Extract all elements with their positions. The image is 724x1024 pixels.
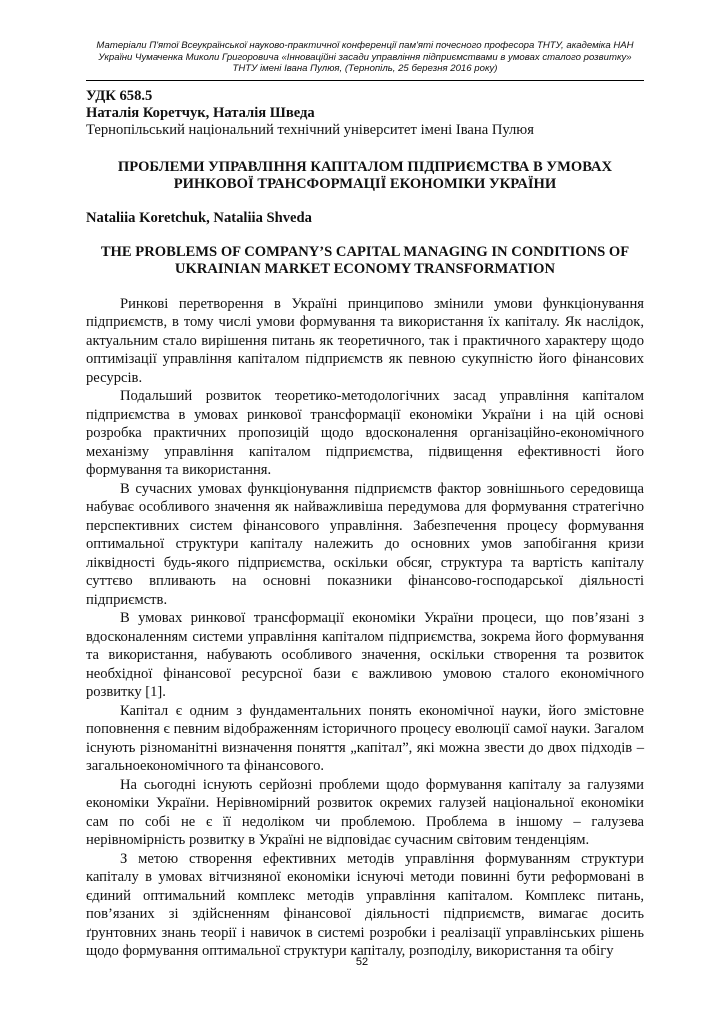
page-number: 52 xyxy=(355,956,369,968)
title-en: THE PROBLEMS OF COMPANY’S CAPITAL MANAGING IN CONDITIONS OF UKRAINIAN MARKET ECONOMY TRANSFORMATION xyxy=(100,243,630,277)
body-paragraph: В умовах ринкової трансформації економіки України процеси, що пов’язані з вдосконаленням системи управління капіталом підприємства, зокрема його формування та використання, набувають особливого значення, оскільки створення та розвиток необхідної фінансової ресурсної бази є важливою умовою сталого економічного розвитку [1]. xyxy=(86,610,644,701)
authors-en: Nataliia Koretchuk, Nataliia Shveda xyxy=(86,209,312,226)
article-body xyxy=(86,295,644,961)
udc-code: УДК 658.5 xyxy=(86,87,153,104)
body-paragraph: Подальший розвиток теоретико-методологічних засад управління капіталом підприємства в умовах ринкової трансформації економіки України і на цій основі розробка практичних пропозицій щодо вдосконалення організаційно-економічного механізму управління капіталом підприємства, підвищення ефективності його формування та використання. xyxy=(86,388,644,479)
body-paragraph: В сучасних умовах функціонування підприємств фактор зовнішнього середовища набуває особливого значення як найважливіша передумова для формування стратегічно перспективних систем фінансового управління. Забезпечення процесу формування оптимальної структури капіталу належить до основних умов запобігання кризи ліквідності будь-якого підприємства, оскільки обсяг, структура та вартість капіталу суттєво впливають на основні показники фінансово-господарської діяльності підприємств. xyxy=(86,480,644,608)
body-paragraph: На сьогодні існують серйозні проблеми щодо формування капіталу за галузями економіки України. Нерівномірний розвиток окремих галузей національної економіки сам по собі не є її недоліком чи проблемою. Проблема в іншому – галузева нерівномірність розвитку в Україні не відповідає сучасним світовим тенденціям. xyxy=(86,776,644,849)
header-rule xyxy=(86,80,644,81)
body-paragraph: Капітал є одним з фундаментальних понять економічної науки, його змістовне поповнення є певним відображенням історичного процесу еволюції самої науки. Загалом існують різноманітні визначення поняття „капітал”, які можна звести до двох підходів – загальноекономічного та фінансового. xyxy=(86,702,644,775)
body-paragraph: Ринкові перетворення в Україні принципово змінили умови функціонування підприємств, в тому числі умови формування та використання їх капіталу. Як наслідок, актуальним стало вирішення питань як теоретичного, так і практичного характеру щодо оптимізації управління капіталом підприємств як певною сукупністю його фінансових ресурсів. xyxy=(86,295,644,386)
conference-header-note: Матеріали П'ятої Всеукраїнської науково-практичної конференції пам'яті почесного професора ТНТУ, академіка НАН України Чумаченка Миколи Григоровича «Інноваційні засади управління підприємствами в умовах сталого розвитку» ТНТУ імені Івана Пулюя, (Тернопіль, 25 березня 2016 року) xyxy=(96,40,634,75)
body-paragraph: З метою створення ефективних методів управління формуванням структури капіталу в умовах вітчизняної економіки існуючі методи повинні бути реформовані в єдиний оптимальний комплекс методів управління капіталом. Комплекс питань, пов’язаних зі здійсненням фінансової діяльності підприємств, вимагає досить ґрунтовних знань теорії і навичок в системі розробки і реалізації управлінських рішень щодо формування оптимальної структури капіталу, розподілу, використання та обігу xyxy=(86,850,644,960)
title-uk: ПРОБЛЕМИ УПРАВЛІННЯ КАПІТАЛОМ ПІДПРИЄМСТВА В УМОВАХ РИНКОВОЇ ТРАНСФОРМАЦІЇ ЕКОНОМІКИ УКРАЇНИ xyxy=(117,158,613,192)
affiliation: Тернопільський національний технічний університет імені Івана Пулюя xyxy=(86,121,534,138)
authors-uk: Наталія Коретчук, Наталія Шведа xyxy=(86,104,315,121)
